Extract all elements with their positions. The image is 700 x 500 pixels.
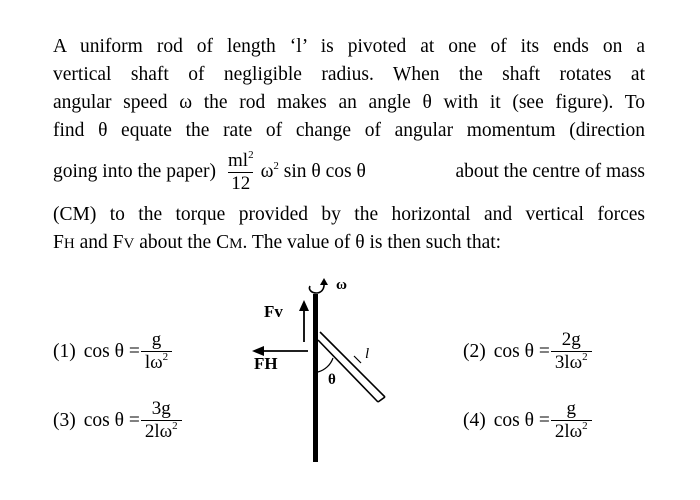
fh-sub: H — [63, 236, 75, 252]
about-the-words: about the — [139, 232, 212, 253]
option-1-denominator — [141, 351, 172, 374]
option-3-label: (3) — [53, 409, 76, 431]
fv-label: Fv — [264, 302, 283, 321]
question-line-7-end: . The value of θ is then such that: — [242, 232, 502, 253]
question-line-1: A uniform rod of length ‘l’ is pivoted at one of its ends on a — [53, 36, 645, 57]
fraction-numerator-text: ml — [228, 149, 249, 171]
fv-arrowhead — [299, 300, 309, 311]
omega-exponent: 2 — [273, 160, 279, 172]
option-3-numerator: 3g — [151, 398, 171, 419]
cm-sub: M — [229, 236, 243, 252]
question-line-4: find θ equate the rate of change of angular momentum (direction — [53, 120, 645, 141]
option-2-numerator: 2g — [561, 329, 581, 350]
question-text — [53, 33, 645, 258]
option-1-lhs: cos θ = — [83, 340, 140, 362]
rotation-arrowhead — [320, 278, 328, 285]
option-3-denominator — [141, 420, 182, 443]
option-4[interactable] — [463, 398, 593, 443]
question-line-5-end: about the centre of mass — [455, 161, 645, 182]
trig-term: sin θ cos θ — [283, 161, 366, 182]
option-3[interactable] — [53, 398, 183, 443]
fraction-denominator: 12 — [228, 172, 253, 195]
option-1-label: (1) — [53, 340, 76, 362]
fv-sub: V — [123, 236, 135, 252]
question-line-7 — [53, 229, 645, 258]
rod-end-cap — [378, 397, 385, 402]
option-2-label: (2) — [463, 340, 486, 362]
question-line-5-start: going into the paper) — [53, 161, 216, 182]
option-4-denominator — [551, 420, 592, 443]
omega-label: ω — [336, 277, 347, 293]
question-line-2: vertical shaft of negligible radius. When the shaft rotates at — [53, 64, 645, 85]
option-4-label: (4) — [463, 409, 486, 431]
question-line-3: angular speed ω the rod makes an angle θ with it (see figure). To — [53, 92, 645, 113]
option-4-denominator-text: 2lω — [554, 421, 583, 442]
option-2[interactable] — [463, 329, 593, 374]
cm-symbol — [216, 232, 242, 253]
numerator-exponent: 2 — [248, 148, 254, 161]
fh-main: F — [53, 232, 64, 253]
option-3-denominator-text: 2lω — [144, 421, 173, 442]
fv-main: F — [112, 232, 124, 253]
question-line-6: (CM) to the torque provided by the horizontal and vertical forces — [53, 204, 645, 225]
option-2-denominator — [551, 351, 592, 374]
option-3-fraction — [141, 398, 182, 443]
fv-symbol — [113, 232, 135, 253]
option-1[interactable] — [53, 329, 173, 374]
option-2-lhs: cos θ = — [493, 340, 550, 362]
question-line-5-rest — [261, 158, 645, 186]
option-1-numerator: g — [151, 329, 162, 350]
question-line-5 — [53, 143, 645, 201]
theta-label: θ — [328, 372, 336, 388]
fh-symbol — [53, 232, 75, 253]
omega-squared-sin-cos — [261, 158, 366, 186]
rod-shaft-figure — [240, 272, 400, 462]
omega-symbol: ω — [260, 161, 274, 182]
option-3-exponent: 2 — [172, 420, 178, 432]
option-4-numerator: g — [566, 398, 576, 419]
option-2-exponent: 2 — [582, 351, 588, 363]
option-4-fraction — [551, 398, 592, 443]
rod-length-label: l — [365, 346, 370, 362]
option-3-lhs: cos θ = — [83, 409, 140, 431]
and-word: and — [79, 232, 108, 253]
option-1-exponent: 2 — [162, 351, 169, 363]
option-2-fraction — [551, 329, 592, 374]
ml2-over-12-fraction — [225, 150, 257, 195]
option-2-denominator-text: 3lω — [554, 352, 583, 373]
vertical-shaft — [313, 294, 318, 462]
cm-main: C — [216, 232, 230, 253]
angle-arc — [318, 358, 333, 372]
option-4-exponent: 2 — [582, 420, 588, 432]
rod-length-tick — [354, 356, 361, 363]
fraction-numerator — [225, 150, 257, 172]
fh-label: FH — [254, 354, 278, 373]
option-1-fraction — [141, 329, 172, 374]
option-1-denominator-text: lω — [144, 352, 163, 373]
option-4-lhs: cos θ = — [493, 409, 550, 431]
